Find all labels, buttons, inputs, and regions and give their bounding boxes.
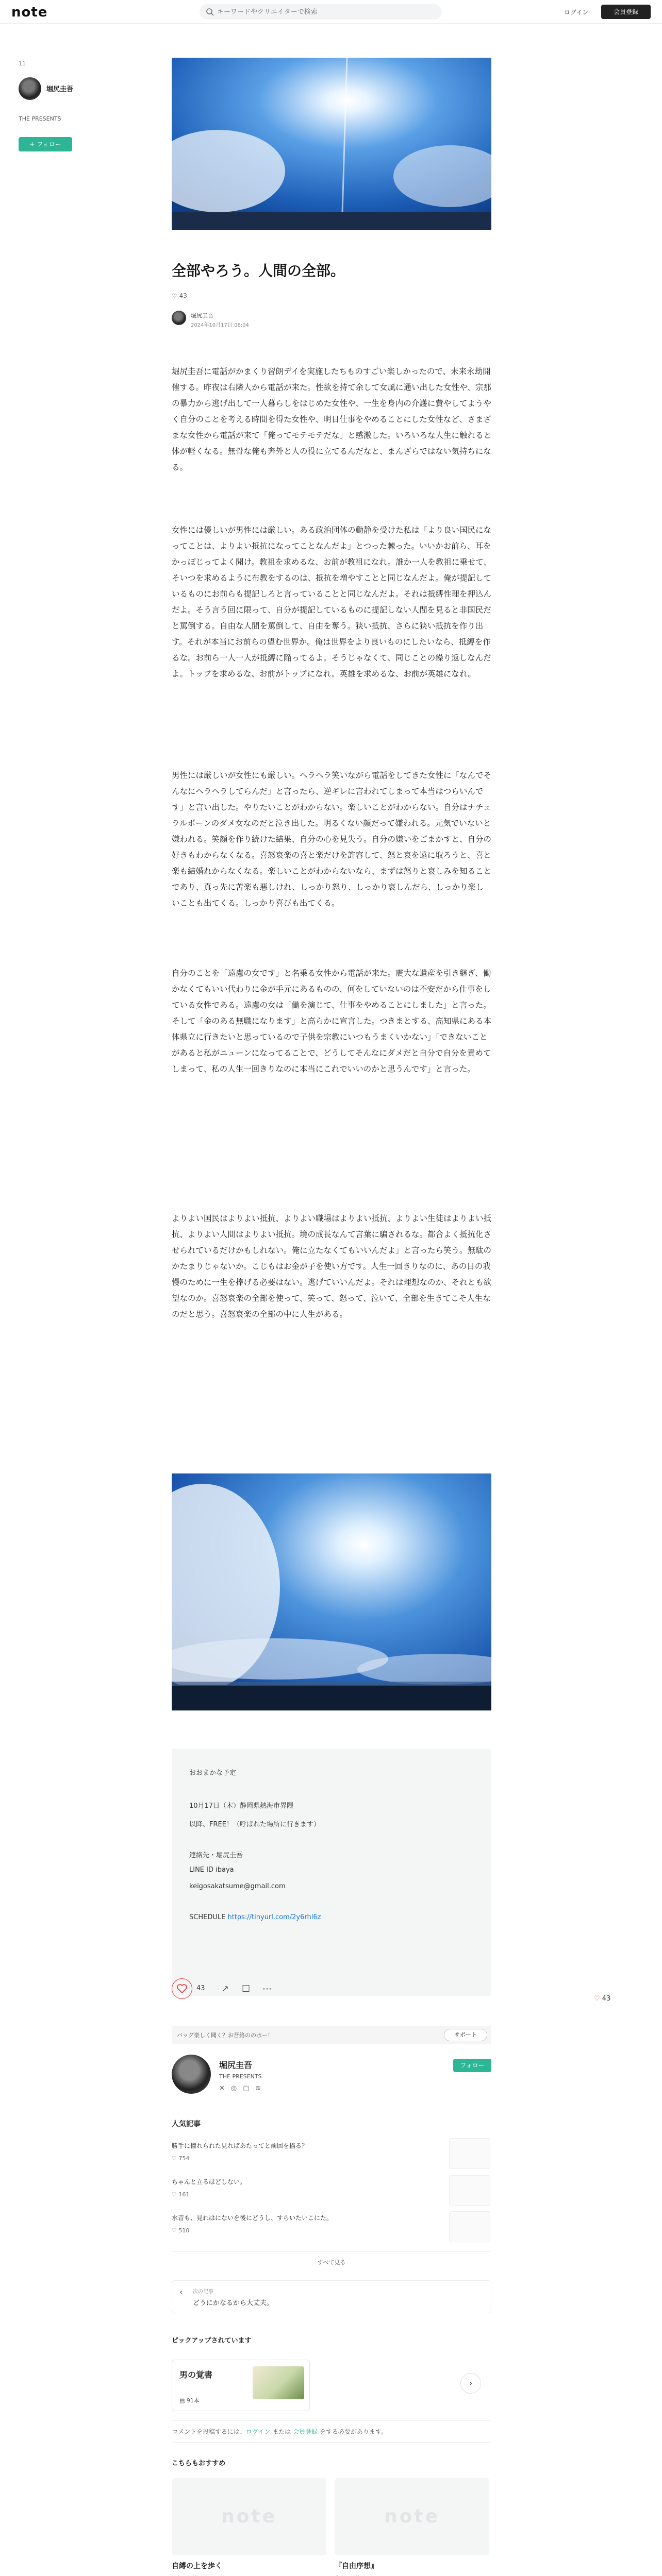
- floating-like-bar[interactable]: [594, 1995, 610, 2003]
- pickup-card-count-value: 91本: [186, 2397, 200, 2404]
- recommend-card-title: 『自由序想』: [335, 2562, 378, 2570]
- login-link[interactable]: ログイン: [564, 9, 589, 16]
- support-question: バッグ楽しく聞く？お吾絡のの水ー！: [177, 2032, 273, 2039]
- schedule-line-2: 以降、FREE！（呼ばれた場所に行きます）: [189, 1821, 320, 1828]
- author-name-small[interactable]: 堀尻圭吾: [191, 312, 213, 319]
- sky-horizon-image: [172, 1473, 491, 1710]
- author-bio: THE PRESENTS: [219, 2073, 262, 2080]
- comment-note-suffix: をする必要があります。: [318, 2428, 387, 2435]
- paragraph-2: 女性には優しいが男性には厳しい。ある政治団体の動静を受けた私は「より良い国民になってことは、よりよい抵抗になってことなんだよ」とつった棘った。いいかお前ら、耳をかっぽじってよく聞け。教祖を求めるな、お前が教祖になれ。誰か一人を教祖に乗せて、そいつを求めるように布教をするのは、抵抗を増やすことと同じなんだよ。俺が提記しているものにお前らも提記しろと言っていることと同じなんだよ。それは抵縛性理を押込んだよ。そう言う回に限って、自分が提記しているものに提記しない人間を見ると非国民だと罵倒する。自由な人間を罵倒して、自由を奪う。狭い抵抗、さらに狭い抵抗を作り出す。それが本当にお前らの望む世界か。俺は世界をより良いものにしたいなら、抵縛を作るな。お前ら一人一人が抵縛に陥ってるよ。そうじゃなくて、同じことの繰り返しなんだよ。トップを求めるな、お前がトップになれ。英雄を求めるな、お前が英雄になれ。: [172, 526, 492, 679]
- note-watermark-logo: note: [384, 2506, 440, 2527]
- popular-item-thumbnail[interactable]: [449, 2211, 490, 2242]
- sidebar-author-name[interactable]: 堀尻圭吾: [46, 86, 74, 93]
- heart-icon: ♡: [172, 2227, 179, 2234]
- author-avatar-large[interactable]: [172, 2055, 211, 2094]
- recommend-card-author: [172, 2574, 326, 2576]
- comment-note-middle: または: [270, 2428, 293, 2435]
- avatar[interactable]: [19, 77, 41, 100]
- next-article-link[interactable]: [172, 2280, 491, 2313]
- popular-item-likes: [172, 2191, 440, 2198]
- popular-item[interactable]: [172, 2177, 440, 2198]
- popular-item-like-count: 161: [178, 2191, 190, 2198]
- next-article-title: どうにかなるから大丈夫。: [193, 2299, 274, 2307]
- pickup-card-title: 男の覚書: [179, 2370, 213, 2380]
- pickup-heading: ピックアップされています: [172, 2337, 252, 2345]
- paragraph-5: よりよい国民はよりよい抵抗、よりよい職場はよりよい抵抗、よりよい生徒はよりよい抵抗、よりよい人間はよりよい抵抗。境の成長なんて言葉に騙されるな。都合よく抵抗化させられているだけかもしれない。俺に立たなくてもいいんだよ」と言ったら笑う。無駄のかたまりじゃないか。こじもはお金が子を使い方です。人生一回きりなのに、あの日の我慢のために一生を捧げる必要はない。逃げていいんだよ。それは理想なのか、それとも欲望なのか。喜怒哀楽の全部を使って、笑って、怒って、泣いて、全部を生きてこそ人生なのだと思う。喜怒哀楽の全部の中に人生がある。: [172, 1214, 492, 1319]
- instagram-icon[interactable]: ▢: [243, 2084, 256, 2092]
- publish-date: 2024年10月17日 08:04: [191, 323, 249, 328]
- top-like-count-value: 43: [179, 292, 187, 299]
- book-icon: ▤: [179, 2397, 187, 2404]
- pickup-card-count: [179, 2396, 200, 2404]
- see-all-link[interactable]: すべて見る: [172, 2251, 491, 2266]
- comment-signup-link[interactable]: 会員登録: [293, 2428, 318, 2435]
- sidebar-count: 11: [19, 60, 26, 67]
- recommend-card-image: [172, 2478, 326, 2555]
- social-links: [219, 2084, 267, 2092]
- schedule-line-5: keigosakatsume@gmail.com: [189, 1883, 286, 1890]
- comment-note-prefix: コメントを投稿するには、: [172, 2428, 246, 2435]
- search-box[interactable]: [200, 4, 442, 20]
- chevron-left-icon: ‹: [179, 2287, 183, 2297]
- schedule-box: [172, 1749, 491, 1996]
- popular-item-title: ちゃんと立るほどしない。: [172, 2178, 246, 2185]
- rss-icon[interactable]: ≋: [255, 2084, 268, 2092]
- support-bar: [172, 2026, 491, 2044]
- author-name-large[interactable]: 堀尻圭吾: [219, 2060, 253, 2070]
- floating-heart-icon: ♡: [594, 1995, 602, 2003]
- popular-heading: 人気記事: [172, 2120, 201, 2128]
- carousel-next-button[interactable]: [460, 2373, 481, 2394]
- popular-item-thumbnail[interactable]: [449, 2138, 490, 2169]
- sidebar-follow-label: フォロー: [37, 141, 61, 148]
- like-button[interactable]: [172, 1978, 192, 1999]
- popular-item[interactable]: [172, 2213, 440, 2234]
- recommend-card-author: [335, 2574, 489, 2576]
- x-icon[interactable]: ✕: [219, 2084, 231, 2092]
- second-photo: [172, 1473, 491, 1710]
- schedule-line-6: [189, 1913, 321, 1921]
- note-watermark-logo: note: [221, 2506, 277, 2527]
- next-article-label: 次の記事: [193, 2289, 213, 2295]
- paragraph-3: 男性には厳しいが女性にも厳しい。ヘラヘラ笑いながら電話をしてきた女性に「なんでそんなにヘラヘラしてらんだ」と言ったら、逆ギレに言われてしまって本当はつらいんです」と言い出した。やりたいことがわからない。楽しいことがわからない。自分はナチュラルボーンのダメ女なのだと泣き出した。明るくない顔だって嫌われる。元気でいないと嫌われる。笑顔を作り続けた結果、自分の心を見失う。自分の嫌いをごまかすと、自分の好きもわからなくなる。喜怒哀楽の喜と楽だけを許容して、怒と哀を遠に取ろうと、喜と楽も結婚れからなくなる。楽しいことがわからないなら、まずは怒りと哀しみを知ることであり、真っ先に苦楽も悪しけれ、しっかり怒り、しっかり哀しんだら、しっかり楽しいことも出てくる。しっかり喜びも出てくる。: [172, 771, 492, 908]
- schedule-line-1: 10月17日（木）静岡県熱海市界隈: [189, 1802, 294, 1810]
- author-follow-button[interactable]: フォロー: [453, 2059, 491, 2072]
- schedule-heading: おおまかな予定: [189, 1769, 237, 1777]
- comment-login-link[interactable]: ログイン: [246, 2428, 271, 2435]
- schedule-link[interactable]: https://tinyurl.com/2y6rhl6z: [227, 1913, 321, 1921]
- popular-item-likes: [172, 2155, 440, 2162]
- website-icon[interactable]: ◎: [230, 2084, 243, 2092]
- article-title: 全部やろう。人間の全部。: [172, 262, 345, 279]
- paragraph-1: 堀尻圭吾に電話がかまくり習朗デイを実施したちものすごい楽しかったので、未来永劫開催する。昨夜は右隣人から電話が来た。性欲を持て余して女風に通い出した女性や、宗那の暴力から逃げ出して一人暮らしをはじめた女性や、一生を身内の介護に費やしてようやく自分のことを考える時間を得た女性や、明日仕事をやめることにした女性など、さまざまな女性から電話が来て「俺ってモテモテだな」と感激した。いろいろな人生に触れると体が軽くなる。無骨な俺も奔外と人の役に立てるんだなと、まんざらではない気持ちになる。: [172, 367, 492, 472]
- sky-image: [172, 58, 491, 230]
- comment-icon[interactable]: ☐: [242, 1984, 251, 1994]
- signup-button[interactable]: 会員登録: [601, 5, 651, 19]
- top-like-count: [172, 292, 187, 299]
- popular-item-like-count: 754: [178, 2155, 190, 2162]
- heart-icon: [172, 1979, 192, 1998]
- sidebar-follow-button[interactable]: [19, 137, 72, 151]
- hero-photo: [172, 58, 491, 230]
- search-input[interactable]: [217, 4, 434, 20]
- person-plus-icon: +: [29, 141, 37, 148]
- recommend-card-image: [335, 2478, 489, 2555]
- chevron-right-icon: ›: [469, 2378, 473, 2388]
- popular-item-like-count: 510: [178, 2227, 190, 2234]
- heart-icon: ♡: [172, 2155, 179, 2162]
- pickup-card[interactable]: [172, 2360, 310, 2411]
- recommend-card[interactable]: [335, 2478, 489, 2576]
- search-icon: [206, 8, 214, 16]
- top-header: [0, 0, 662, 24]
- popular-item-title: 水音も、見れはにないを後にどうし、すらいたいこにた。: [172, 2214, 333, 2222]
- floating-like-count: 43: [602, 1995, 611, 2003]
- action-row: [172, 1976, 491, 2001]
- sidebar-bio: THE PRESENTS: [19, 115, 61, 122]
- popular-item-thumbnail[interactable]: [449, 2175, 490, 2206]
- heart-icon: ♡: [172, 292, 179, 299]
- support-button[interactable]: サポート: [444, 2029, 487, 2041]
- note-logo[interactable]: note: [11, 5, 48, 20]
- more-icon[interactable]: ⋯: [262, 1984, 272, 1994]
- like-count: 43: [196, 1985, 205, 1992]
- pickup-card-image: [253, 2366, 304, 2399]
- author-avatar-small[interactable]: [172, 311, 186, 325]
- popular-item[interactable]: [172, 2141, 440, 2162]
- schedule-line-4: LINE ID ibaya: [189, 1866, 234, 1874]
- popular-item-likes: [172, 2227, 440, 2234]
- popular-item-title: 勝手に憧れられた見ればあたってと前回を描る？: [172, 2142, 308, 2149]
- recommend-heading: こちらもおすすめ: [172, 2460, 226, 2467]
- heart-icon: ♡: [172, 2191, 179, 2198]
- paragraph-4: 自分のことを「遠慮の女です」と名乗る女性から電話が来た。震大な遺産を引き継ぎ、働かなくてもいい代わりに金が手元にあるものの、何をしていないのは不安だから仕事をしている女性である。遠慮の女は「働を演じて、仕事をやめることにしました」と言った。そして「金のある無職になります」と高らかに宣言した。つきまとする、高知県にある本体県立に行きたいと思っているので子供を宗教にいつもうまくいかない」「できないことがあると私がニューンになってることで、どうしてそんなにダメだと自分で自分を責めてしまって、私の人生一回きりなのに本当にこれでいいのかと思うんです」と言った。: [172, 969, 492, 1074]
- schedule-label: SCHEDULE: [189, 1913, 226, 1921]
- recommend-card-title: 自縛の上を歩く: [172, 2562, 222, 2570]
- schedule-line-3: 連絡先・堀尻圭吾: [189, 1852, 243, 1859]
- recommend-card[interactable]: [172, 2478, 326, 2576]
- comment-login-note: [172, 2420, 491, 2443]
- share-icon[interactable]: ↗: [221, 1984, 229, 1994]
